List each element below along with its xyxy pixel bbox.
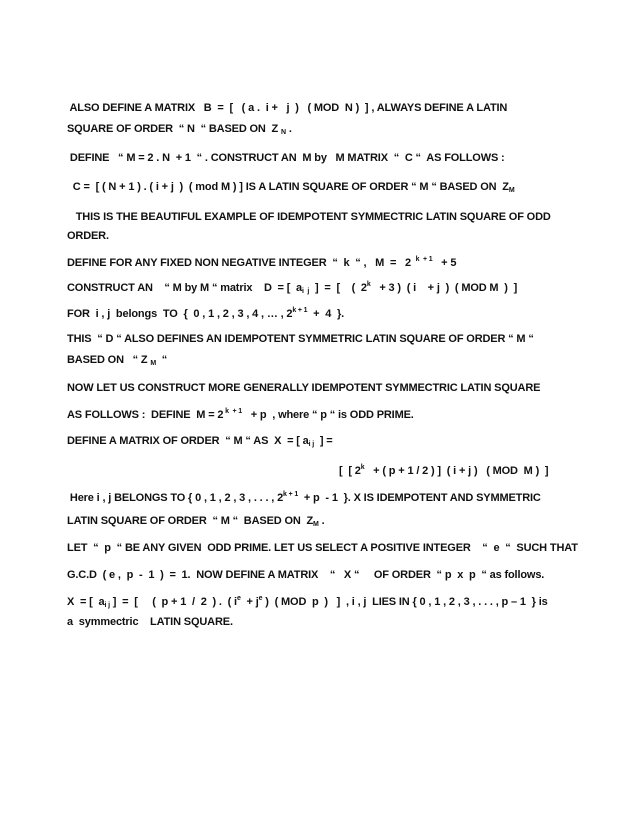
text-line — [0, 180, 638, 194]
line-text: G.C.D ( e , p - 1 ) = 1. NOW DEFINE A MATRIX “ X “ OF ORDER “ p x p “ as follows. — [67, 569, 545, 581]
superscript-text: k — [366, 281, 371, 288]
line-text: C = [ ( N + 1 ) . ( i + j ) ( mod M ) ] IS A LATIN SQUARE OF ORDER “ M “ BASED ON Z — [67, 181, 509, 193]
subscript-text: M — [313, 521, 319, 528]
text-line — [0, 281, 638, 295]
superscript-text: k + 1 — [413, 256, 433, 263]
subscript-text: i j — [104, 602, 110, 609]
text-line — [0, 381, 638, 395]
line-text: [ [ 2 — [339, 465, 361, 477]
line-text: SQUARE OF ORDER “ N “ BASED ON Z — [67, 123, 282, 135]
line-text: + p , where “ p “ is ODD PRIME. — [241, 409, 414, 421]
subscript-text: i j — [302, 288, 310, 295]
text-line — [0, 151, 638, 165]
text-line — [0, 434, 638, 448]
subscript-text: M — [150, 360, 156, 367]
text-line — [0, 464, 638, 478]
line-text: THIS “ D “ ALSO DEFINES AN IDEMPOTENT SYMMETRIC LATIN SQUARE OF ORDER “ M “ — [67, 333, 534, 345]
line-text: ] = — [314, 435, 333, 447]
text-line — [0, 491, 638, 505]
line-text: + p - 1 }. X IS IDEMPOTENT AND SYMMETRIC — [298, 492, 541, 504]
text-line — [0, 256, 638, 270]
line-text: a symmectric LATIN SQUARE. — [67, 616, 233, 628]
text-line — [0, 353, 638, 367]
line-text: . — [285, 123, 292, 135]
text-line — [0, 210, 638, 224]
line-text: “ — [156, 354, 168, 366]
line-text: ) ( MOD p ) ] , i , j LIES IN { 0 , 1 , 2 , 3 , . . . , p – 1 } is — [262, 596, 548, 608]
superscript-text: e — [258, 595, 263, 602]
line-text: LET “ p “ BE ANY GIVEN ODD PRIME. LET US SELECT A POSITIVE INTEGER “ e “ SUCH THAT — [67, 542, 578, 554]
superscript-text: k + 1 — [292, 307, 308, 314]
text-line — [0, 568, 638, 582]
line-text: CONSTRUCT AN “ M by M “ matrix D = [ a — [67, 282, 303, 294]
line-text: ORDER. — [67, 230, 109, 242]
line-text: Here i , j BELONGS TO { 0 , 1 , 2 , 3 , . . . , 2 — [67, 492, 284, 504]
text-line — [0, 541, 638, 555]
line-text: LATIN SQUARE OF ORDER “ M “ BASED ON Z — [67, 515, 314, 527]
text-line — [0, 122, 638, 136]
line-text: . — [318, 515, 325, 527]
line-text: ALSO DEFINE A MATRIX B = [ ( a . i + j ) ( MOD N ) ] , ALWAYS DEFINE A LATIN — [67, 102, 508, 114]
line-text: DEFINE “ M = 2 . N + 1 “ . CONSTRUCT AN M by M MATRIX “ C “ AS FOLLOWS : — [67, 152, 505, 164]
line-text: + 3 ) ( i + j ) ( MOD M ) ] — [370, 282, 518, 294]
line-text: ] = [ ( p + 1 / 2 ) . ( i — [109, 596, 237, 608]
text-line — [0, 101, 638, 115]
line-text: NOW LET US CONSTRUCT MORE GENERALLY IDEMPOTENT SYMMECTRIC LATIN SQUARE — [67, 382, 541, 394]
subscript-text: i j — [308, 441, 315, 448]
line-text: ] = [ ( 2 — [309, 282, 367, 294]
superscript-text: k + 1 — [223, 408, 242, 415]
text-line — [0, 307, 638, 321]
line-text: DEFINE FOR ANY FIXED NON NEGATIVE INTEGER “ k “ , M = 2 — [67, 257, 414, 269]
text-line — [0, 332, 638, 346]
line-text: + 4 }. — [307, 308, 345, 320]
line-text: THIS IS THE BEAUTIFUL EXAMPLE OF IDEMPOTENT SYMMECTRIC LATIN SQUARE OF ODD — [67, 211, 551, 223]
line-text: + ( p + 1 / 2 ) ] ( i + j ) ( MOD M ) ] — [364, 465, 549, 477]
superscript-text: k — [360, 464, 365, 471]
superscript-text: e — [236, 595, 241, 602]
subscript-text: N — [281, 129, 286, 136]
line-text: + 5 — [432, 257, 457, 269]
text-line — [0, 408, 638, 422]
line-text: X = [ a — [67, 596, 105, 608]
subscript-text: M — [508, 187, 515, 194]
line-text: + j — [240, 596, 259, 608]
text-line — [0, 514, 638, 528]
text-line — [0, 595, 638, 609]
text-line — [0, 615, 638, 629]
text-line — [0, 229, 638, 243]
line-text: AS FOLLOWS : DEFINE M = 2 — [67, 409, 224, 421]
line-text: BASED ON “ Z — [67, 354, 151, 366]
line-text: FOR i , j belongs TO { 0 , 1 , 2 , 3 , 4 , … , 2 — [67, 308, 293, 320]
line-text: DEFINE A MATRIX OF ORDER “ M “ AS X = [ a — [67, 435, 309, 447]
superscript-text: k + 1 — [283, 491, 299, 498]
